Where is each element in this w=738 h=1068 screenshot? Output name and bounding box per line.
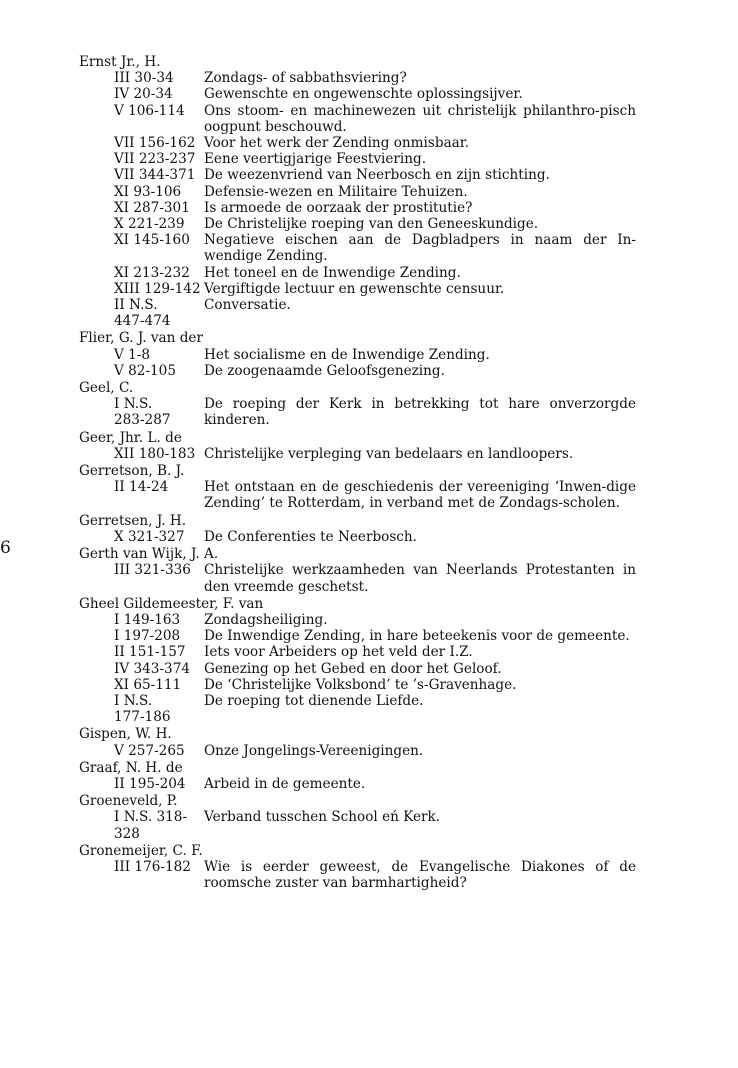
volume-page-ref: [79, 363, 204, 379]
index-entry: [79, 200, 679, 216]
volume-page-ref: [79, 151, 204, 167]
article-title: Eene veertigjarige Feestviering.: [204, 151, 427, 168]
index-entry: [79, 70, 679, 86]
article-title: De Inwendige Zending, in hare beteekenis voor de gemeente.: [204, 628, 630, 645]
ref-line: XI 213-232: [114, 264, 190, 281]
index-entry: [79, 151, 679, 167]
ref-line: 447-474: [114, 313, 171, 330]
article-title: Wie is eerder geweest, de Evangelische Diakones of de roomsche zuster van barmhartigheid?: [204, 858, 636, 892]
page-number: 6: [0, 538, 11, 558]
article-title: De weezenvriend van Neerbosch en zijn stichting.: [204, 167, 550, 184]
volume-page-ref: [79, 232, 204, 248]
ref-line: V 82-105: [114, 362, 176, 379]
ref-line: X 221-239: [114, 216, 185, 233]
index-entry: [79, 216, 679, 232]
index-entry: [79, 479, 679, 511]
article-title: De Christelijke roeping van den Geneeskundige.: [204, 216, 539, 233]
volume-page-ref: [79, 562, 204, 578]
index-entry: [79, 396, 679, 428]
author-block: [79, 545, 679, 595]
article-title: De roeping tot dienende Liefde.: [204, 692, 424, 709]
volume-page-ref: [79, 628, 204, 644]
article-title: Iets voor Arbeiders op het veld der I.Z.: [204, 644, 473, 661]
volume-page-ref: [79, 347, 204, 363]
index-entry: [79, 86, 679, 102]
volume-page-ref: [79, 297, 204, 329]
ref-line: III 321-336: [114, 562, 191, 579]
ref-line: III 30-34: [114, 70, 174, 87]
volume-page-ref: [79, 644, 204, 660]
author-block: [79, 725, 679, 758]
ref-line: 177-186: [114, 709, 171, 726]
ref-line: I N.S. 318-: [114, 809, 188, 826]
index-entry: [79, 743, 679, 759]
ref-line: XI 287-301: [114, 199, 190, 216]
author-name: Graaf, N. H. de: [79, 759, 183, 776]
ref-line: V 1-8: [114, 346, 151, 363]
article-title: Arbeid in de gemeente.: [204, 775, 366, 792]
ref-line: XI 93-106: [114, 183, 182, 200]
volume-page-ref: [79, 677, 204, 693]
ref-line: III 176-182: [114, 858, 191, 875]
article-title: Negatieve eischen aan de Dagbladpers in naam der In-wendige Zending.: [204, 232, 636, 265]
volume-page-ref: [79, 184, 204, 200]
ref-line: 328: [114, 825, 140, 842]
author-name: Gronemeijer, C. F.: [79, 842, 203, 859]
ref-line: XII 180-183: [114, 445, 196, 462]
author-name: Gerretson, B. J.: [79, 463, 185, 480]
index-entry: [79, 661, 679, 677]
index-entry: [79, 446, 679, 462]
index-entry: [79, 776, 679, 792]
ref-line: II 151-157: [114, 644, 186, 661]
author-name: Geer, Jhr. L. de: [79, 429, 182, 446]
article-title: De roeping der Kerk in betrekking tot hare onverzorgde kinderen.: [204, 396, 636, 429]
author-block: [79, 759, 679, 792]
index-entry: [79, 529, 679, 545]
ref-line: XIII 129-142: [114, 280, 201, 297]
volume-page-ref: [79, 776, 204, 792]
author-name: Geel, C.: [79, 380, 134, 397]
volume-page-ref: [79, 200, 204, 216]
author-block: [79, 329, 679, 379]
index-entry: [79, 167, 679, 183]
ref-line: V 257-265: [114, 742, 185, 759]
volume-page-ref: [79, 86, 204, 102]
ref-line: 283-287: [114, 412, 171, 429]
index-entry: [79, 281, 679, 297]
author-name: Gerth van Wijk, J. A.: [79, 546, 219, 563]
author-block: [79, 842, 679, 892]
index-entry: [79, 628, 679, 644]
ref-line: I N.S.: [114, 396, 153, 413]
ref-line: VII 344-371: [114, 167, 196, 184]
volume-page-ref: [79, 743, 204, 759]
index-entry: [79, 612, 679, 628]
author-block: [79, 53, 679, 329]
volume-page-ref: [79, 265, 204, 281]
article-title: Onze Jongelings-Vereenigingen.: [204, 742, 424, 759]
volume-page-ref: [79, 70, 204, 86]
author-name: Ernst Jr., H.: [79, 54, 161, 70]
author-name: Gispen, W. H.: [79, 726, 172, 743]
volume-page-ref: [79, 612, 204, 628]
ref-line: II 14-24: [114, 479, 169, 496]
volume-page-ref: [79, 446, 204, 462]
author-name: Gerretsen, J. H.: [79, 512, 187, 529]
article-title: Gewenschte en ongewenschte oplossingsijver.: [204, 86, 523, 103]
article-title: Christelijke verpleging van bedelaars en landloopers.: [204, 445, 574, 462]
article-title: Conversatie.: [204, 297, 291, 314]
volume-page-ref: [79, 135, 204, 151]
volume-page-ref: [79, 859, 204, 875]
index-entry: [79, 347, 679, 363]
ref-line: VII 223-237: [114, 151, 196, 168]
ref-line: VII 156-162: [114, 135, 196, 152]
index-entry: [79, 135, 679, 151]
volume-page-ref: [79, 396, 204, 428]
author-block: [79, 379, 679, 429]
ref-line: V 106-114: [114, 102, 185, 119]
article-title: Het socialisme en de Inwendige Zending.: [204, 346, 490, 363]
author-name: Flier, G. J. van der: [79, 330, 203, 347]
index-entry: [79, 184, 679, 200]
ref-line: I 149-163: [114, 611, 181, 628]
ref-line: IV 343-374: [114, 660, 190, 677]
author-block: [79, 512, 679, 545]
author-name: Gheel Gildemeester, F. van: [79, 595, 264, 612]
index-entry: [79, 265, 679, 281]
volume-page-ref: [79, 281, 204, 297]
volume-page-ref: [79, 661, 204, 677]
author-index: [79, 53, 679, 891]
article-title: Ons stoom- en machinewezen uit christelijk philanthro-pisch oogpunt beschouwd.: [204, 102, 636, 135]
author-block: [79, 462, 679, 512]
article-title: Het ontstaan en de geschiedenis der vereeniging ‘Inwen-dige Zending’ te Rotterdam, in verband met de Zondags-scholen.: [204, 479, 636, 512]
ref-line: IV 20-34: [114, 86, 173, 103]
author-block: [79, 595, 679, 726]
author-block: [79, 429, 679, 462]
volume-page-ref: [79, 103, 204, 119]
article-title: Het toneel en de Inwendige Zending.: [204, 264, 461, 281]
ref-line: II 195-204: [114, 775, 186, 792]
index-entry: [79, 693, 679, 725]
index-entry: [79, 644, 679, 660]
author-block: [79, 792, 679, 842]
volume-page-ref: [79, 167, 204, 183]
index-entry: [79, 562, 679, 594]
article-title: Defensie-wezen en Militaire Tehuizen.: [204, 183, 468, 200]
article-title: Zondagsheiliging.: [204, 611, 328, 628]
index-entry: [79, 859, 679, 891]
volume-page-ref: [79, 529, 204, 545]
index-entry: [79, 103, 679, 135]
ref-line: I N.S.: [114, 692, 153, 709]
ref-line: XI 145-160: [114, 232, 190, 249]
article-title: De ‘Christelijke Volksbond’ te ’s-Gravenhage.: [204, 676, 517, 693]
index-entry: [79, 363, 679, 379]
article-title: Christelijke werkzaamheden van Neerlands Protestanten in den vreemde geschetst.: [204, 562, 636, 595]
author-name: Groeneveld, P.: [79, 793, 178, 810]
ref-line: XI 65-111: [114, 676, 182, 693]
ref-line: I 197-208: [114, 628, 181, 645]
article-title: Zondags- of sabbathsviering?: [204, 70, 407, 87]
article-title: Is armoede de oorzaak der prostitutie?: [204, 199, 473, 216]
article-title: Genezing op het Gebed en door het Geloof.: [204, 660, 502, 677]
volume-page-ref: [79, 216, 204, 232]
index-entry: [79, 232, 679, 264]
volume-page-ref: [79, 693, 204, 725]
index-entry: [79, 297, 679, 329]
article-title: Voor het werk der Zending onmisbaar.: [204, 135, 470, 152]
volume-page-ref: [79, 809, 204, 841]
volume-page-ref: [79, 479, 204, 495]
article-title: Verband tusschen School eń Kerk.: [204, 809, 441, 826]
article-title: De zoogenaamde Geloofsgenezing.: [204, 362, 445, 379]
ref-line: X 321-327: [114, 528, 185, 545]
index-entry: [79, 809, 679, 841]
article-title: De Conferenties te Neerbosch.: [204, 528, 417, 545]
index-entry: [79, 677, 679, 693]
ref-line: II N.S.: [114, 297, 158, 314]
article-title: Vergiftigde lectuur en gewenschte censuur.: [204, 280, 505, 297]
